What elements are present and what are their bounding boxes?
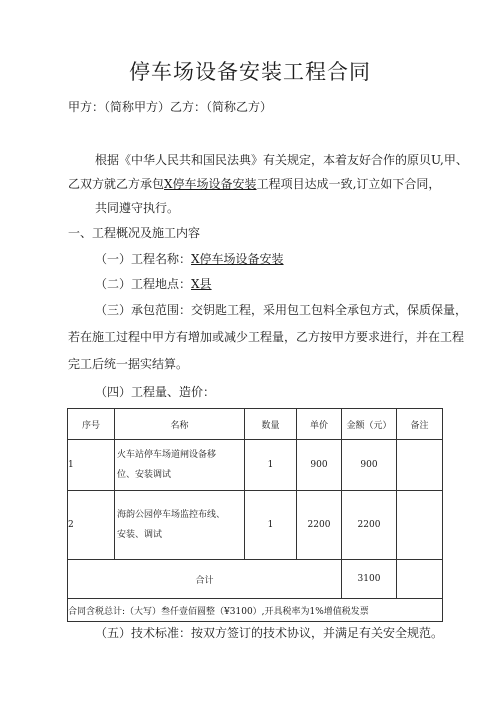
header-remark: 备注 [397,409,443,440]
scope-line-1: （三）承包范围：交钥匙工程，采用包工包料全承包方式，保质保量， [95,303,468,317]
table-header-row [68,409,443,440]
row-remark [397,440,443,491]
row-unit-price: 900 [297,440,342,491]
row-name-line-2: 位、安装调试 [117,470,172,480]
header-name: 名称 [115,409,245,440]
project-name-line [95,252,284,266]
contract-total-note: 合同含税总计:（大写）叁仟壹佰圆整（¥3100）,开具税率为1%增值税发票 [68,599,443,622]
project-name-value: X停车场设备安装 [191,252,284,266]
quantities-heading: （四）工程量、造价： [95,385,216,399]
scope-line-2: 若在施工过程中甲方有增加或减少工程量，乙方按甲方要求进行，并在工程 [68,330,465,344]
work-quantity-table [67,408,443,622]
project-name-underlined: X停车场设备安装 [164,177,257,191]
table-row [68,440,443,491]
row-amount: 2200 [342,491,397,560]
technical-standard-line: （五）技术标准：按双方签订的技术协议，并满足有关安全规范。 [95,626,444,640]
header-no: 序号 [68,409,115,440]
header-amount: 金额（元） [342,409,397,440]
row-name-line-2: 安装、调试 [117,530,163,540]
row-remark [397,491,443,560]
project-location-label: （二）工程地点： [95,277,192,291]
total-label: 合计 [68,560,342,599]
project-location-line [95,277,212,291]
section-heading-1: 一、工程概况及施工内容 [68,226,201,240]
row-no: 2 [68,491,115,560]
row-no: 1 [68,440,115,491]
table-total-row [68,560,443,599]
table-note-row [68,599,443,622]
intro-line-2-prefix: 乙双方就乙方承包 [68,177,165,191]
row-name-line-1: 海韵公园停车场监控布线、 [117,510,226,520]
intro-line-1: 根据《中华人民共和国民法典》有关规定，本着友好合作的原贝U,甲、 [95,153,468,167]
intro-line-2 [68,177,440,191]
row-quantity: 1 [245,491,297,560]
row-name [115,491,245,560]
scope-line-3: 完工后统一据实结算。 [68,357,189,371]
total-amount: 3100 [342,560,397,599]
row-amount: 900 [342,440,397,491]
document-title: 停车场设备安装工程合同 [129,60,371,84]
project-location-value: X县 [191,277,212,291]
row-name-line-1: 火车站停车场道闸设备移 [117,450,217,460]
parties-line: 甲方：（简称甲方）乙方：（简称乙方） [68,100,273,114]
intro-line-2-suffix: 工程项目达成一致,订立如下合同， [256,177,441,191]
row-name [115,440,245,491]
row-unit-price: 2200 [297,491,342,560]
header-unit-price: 单价 [297,409,342,440]
total-remark [397,560,443,599]
project-name-label: （一）工程名称： [95,252,192,266]
intro-line-3: 共同遵守执行。 [95,201,180,215]
header-quantity: 数量 [245,409,297,440]
table-row [68,491,443,560]
row-quantity: 1 [245,440,297,491]
